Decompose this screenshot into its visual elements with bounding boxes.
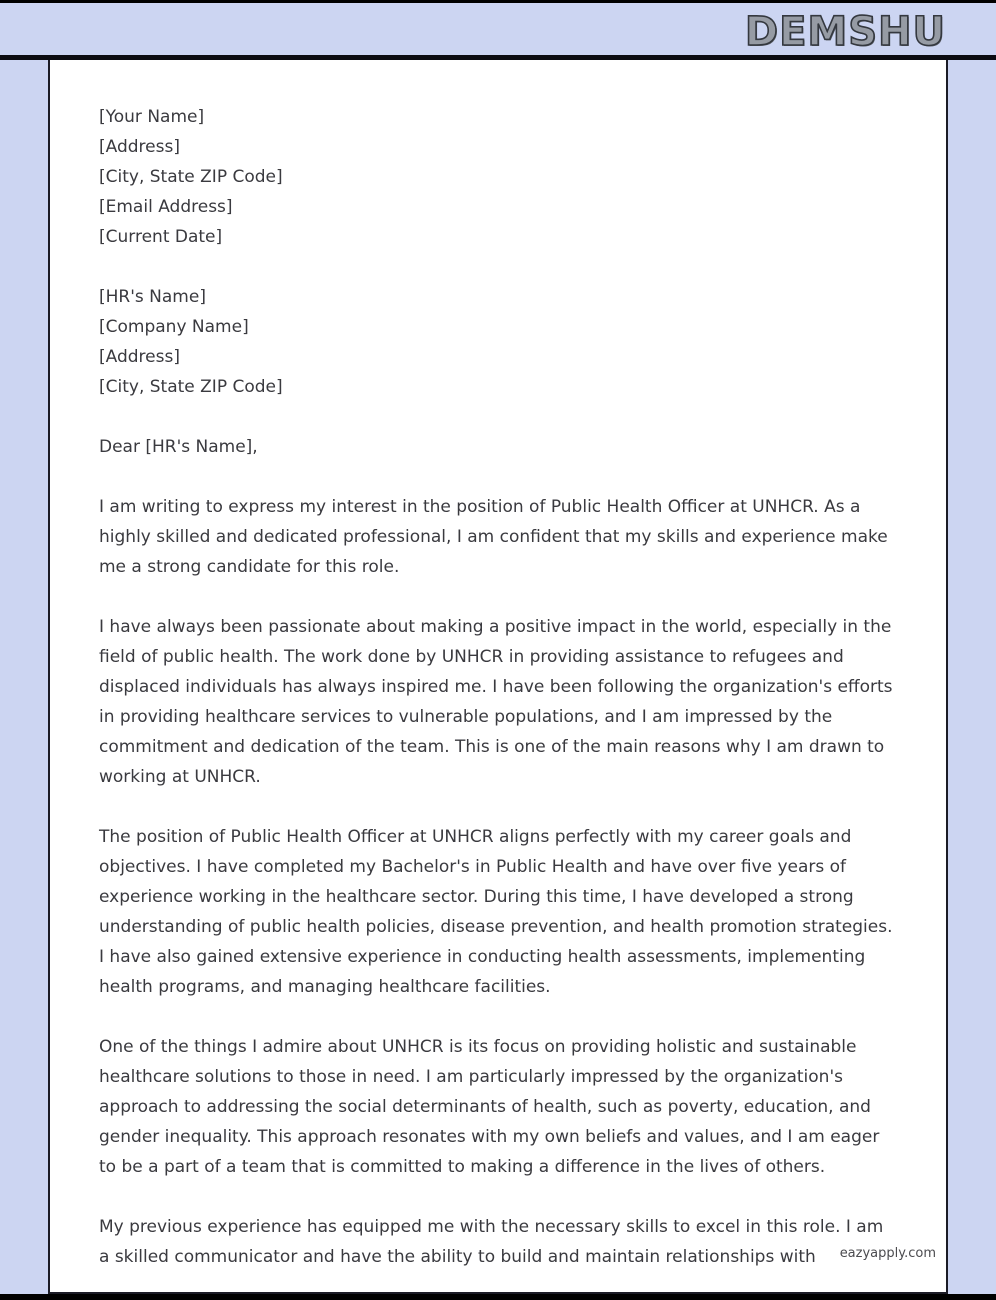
- paragraph-passion: I have always been passionate about making a positive impact in the world, especially in the field of public health. The work done by UNHCR in providing assistance to refugees and displaced individuals has always inspired me. I have been following the organization's efforts in providing healthcare services to vulnerable populations, and I am impressed by the commitment and dedication of the team. This is one of the main reasons why I am drawn to working at UNHCR.: [99, 617, 893, 787]
- sender-address-line: [Address]: [99, 137, 180, 157]
- recipient-address-line: [Address]: [99, 347, 180, 367]
- page-header: [0, 0, 996, 55]
- paragraph-admiration: One of the things I admire about UNHCR is its focus on providing holistic and sustainable healthcare solutions to those in need. I am particularly impressed by the organization's approach to addressing the social determinants of health, such as poverty, education, and gender inequality. This approach resonates with my own beliefs and values, and I am eager to be a part of a team that is committed to making a difference in the lives of others.: [99, 1037, 880, 1177]
- sender-name-line: [Your Name]: [99, 107, 205, 127]
- recipient-company-line: [Company Name]: [99, 317, 249, 337]
- sender-address-block: [99, 102, 896, 252]
- sender-date-line: [Current Date]: [99, 227, 223, 247]
- eazyapply-watermark: eazyapply.com: [839, 1246, 936, 1261]
- sender-email-line: [Email Address]: [99, 197, 233, 217]
- sender-city-line: [City, State ZIP Code]: [99, 167, 283, 187]
- paragraph-intro: I am writing to express my interest in the position of Public Health Officer at UNHCR. As a highly skilled and dedicated professional, I am confident that my skills and experience make me a strong candidate for this role.: [99, 497, 888, 577]
- recipient-name-line: [HR's Name]: [99, 287, 206, 307]
- recipient-city-line: [City, State ZIP Code]: [99, 377, 283, 397]
- paragraph-qualifications: The position of Public Health Officer at UNHCR aligns perfectly with my career goals and objectives. I have completed my Bachelor's in Public Health and have over five years of experience working in the healthcare sector. During this time, I have developed a strong understanding of public health policies, disease prevention, and health promotion strategies. I have also gained extensive experience in conducting health assessments, implementing health programs, and managing healthcare facilities.: [99, 827, 893, 997]
- letter-page: [48, 60, 948, 1294]
- bottom-border-line: [0, 1294, 996, 1300]
- recipient-address-block: [99, 282, 896, 402]
- cover-letter-body: [99, 102, 896, 1272]
- top-border-line: [0, 0, 996, 3]
- salutation-line: Dear [HR's Name],: [99, 437, 258, 457]
- demshu-logo: DEMSHU: [744, 8, 946, 55]
- paragraph-experience: My previous experience has equipped me with the necessary skills to excel in this role. I am a skilled communicator and have the ability to build and maintain relationships with: [99, 1217, 884, 1267]
